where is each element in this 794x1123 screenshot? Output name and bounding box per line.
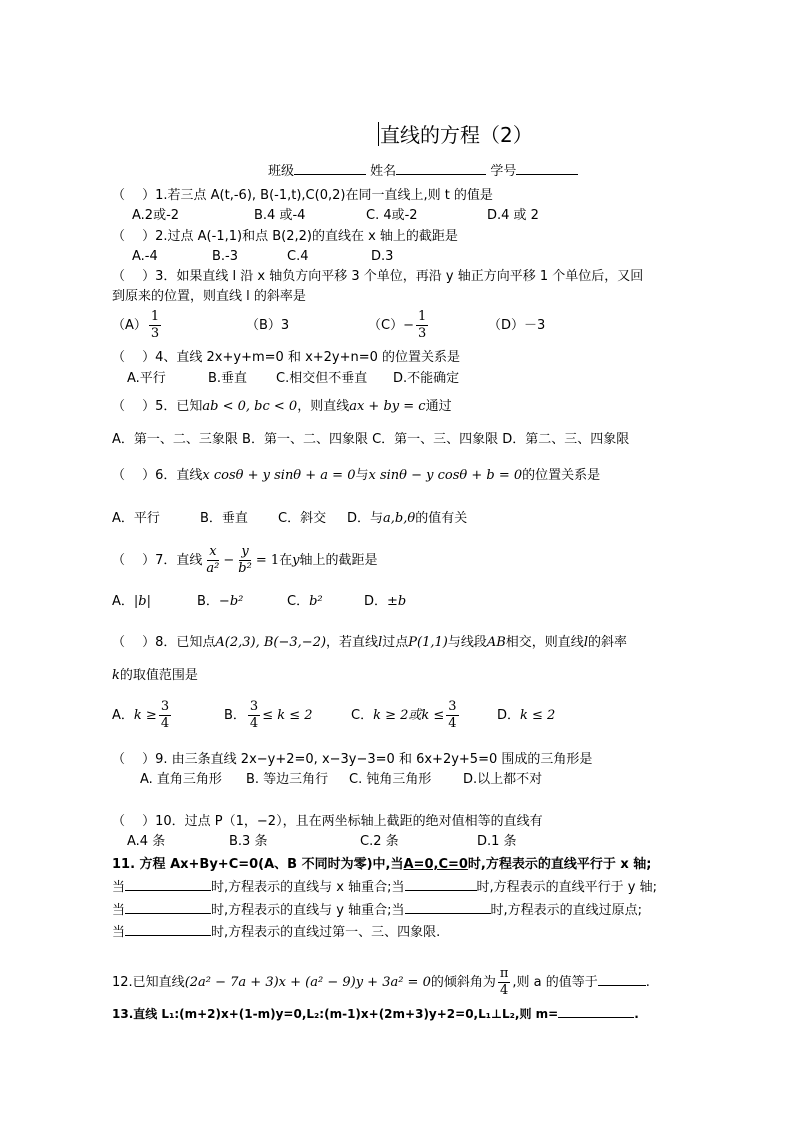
q7-fraction-y	[236, 544, 254, 577]
q6-stem-start: （ ）6．直线	[112, 468, 203, 483]
q3-option-a-label: （A）	[112, 318, 147, 333]
q1-option-c: C. 4或-2	[366, 208, 418, 223]
q11-blank-2[interactable]	[405, 890, 477, 891]
q8-points: A(2,3), B(−3,−2)	[215, 635, 327, 650]
student-info-header	[268, 163, 578, 181]
fraction-denominator: a²	[206, 561, 220, 576]
q3-stem-line1: （ ）3．如果直线 l 沿 x 轴负方向平移 3 个单位，再沿 y 轴正方向平移 1 个单位后，又回	[112, 269, 644, 284]
q8-stem-c: 过点	[382, 635, 409, 650]
q8-stem-e: 相交，则直线	[505, 635, 584, 650]
q10-option-d: D.1 条	[477, 834, 517, 849]
minus-sign: −	[223, 553, 235, 568]
q11-line1	[112, 856, 652, 874]
q2-option-b: B.-3	[212, 249, 239, 264]
q7-option-d-label: D．	[364, 594, 388, 609]
q7-option-a	[112, 593, 151, 611]
q6-option-d-vars: a,b,θ	[383, 511, 416, 526]
fraction-denominator: b²	[238, 561, 252, 576]
q10-stem: （ ）10．过点 P（1，−2），且在两坐标轴上截距的绝对值相等的直线有	[112, 814, 543, 829]
q3-option-d: （D）－3	[488, 318, 546, 333]
q12-blank[interactable]	[598, 985, 646, 986]
q7-option-b	[197, 593, 243, 611]
q9-stem: （ ）9. 由三条直线 2x−y+2=0, x−3y−3=0 和 6x+2y+5=0 围成的三角形是	[112, 752, 593, 767]
q8-option-d	[497, 707, 555, 725]
q7-option-a-label: A．	[112, 594, 134, 609]
q8-stem-line1	[112, 634, 627, 652]
q6-option-a: A．平行	[112, 511, 160, 526]
q11-parallel-y: 时,方程表示的直线平行于 y 轴;	[476, 880, 657, 895]
q11-blank-4[interactable]	[405, 913, 491, 914]
fraction-denominator: 4	[160, 716, 170, 731]
q6-line-1: x cosθ + y sinθ + a = 0	[202, 468, 356, 483]
q6-stem	[112, 467, 600, 485]
q7-option-d	[364, 593, 406, 611]
q4-option-a: A.平行	[127, 371, 166, 386]
q6-option-d	[347, 510, 467, 528]
q12-period: .	[645, 975, 650, 990]
q11-line3	[112, 902, 642, 920]
q5-stem	[112, 398, 452, 416]
q8-stem-b: ，若直线	[326, 635, 379, 650]
q11-coincide-x: 时,方程表示的直线与 x 轴重合;当	[211, 880, 405, 895]
fraction-numerator: 3	[249, 699, 259, 714]
q3-option-c-fraction	[416, 309, 428, 342]
q11-line2	[112, 879, 657, 897]
q8-slope-k: k	[112, 668, 120, 683]
q8-option-c-label: C．	[351, 708, 374, 723]
fraction-numerator: 1	[417, 309, 427, 324]
q8-option-a-label: A．	[112, 708, 134, 723]
fraction-denominator: 3	[417, 326, 427, 341]
q8-option-a-fraction	[159, 699, 171, 732]
q11-blank-3[interactable]	[125, 913, 211, 914]
q4-option-d: D.不能确定	[393, 371, 460, 386]
q6-option-c: C．斜交	[278, 511, 327, 526]
minus-sign: −	[403, 318, 414, 333]
q7-option-c-value: b²	[309, 594, 323, 609]
q12-value-text: ,则 a 的值等于	[512, 975, 598, 990]
q7-stem	[112, 543, 378, 579]
q1-option-b: B.4 或-4	[254, 208, 306, 223]
q8-point-p: P(1,1)	[408, 635, 448, 650]
q11-when: 当	[112, 925, 126, 940]
q6-line-2: x sinθ − y cosθ + b = 0	[368, 468, 523, 483]
class-blank[interactable]	[294, 174, 366, 175]
q8-stem-g: 的取值范围是	[119, 668, 198, 683]
q11-line4	[112, 924, 440, 942]
q10-option-a: A.4 条	[127, 834, 166, 849]
q11-blank-1[interactable]	[125, 890, 211, 891]
fraction-numerator: π	[499, 966, 509, 981]
q2-option-c: C.4	[287, 249, 309, 264]
q6-stem-end: 的位置关系是	[522, 468, 601, 483]
q3-option-a	[112, 308, 163, 344]
fraction-denominator: 3	[150, 326, 160, 341]
id-blank[interactable]	[516, 174, 578, 175]
equals-one: = 1	[255, 553, 280, 568]
q3-option-c-label: （C）	[368, 318, 404, 333]
q11-condition: A=0,C=0	[403, 857, 468, 872]
q8-line-l: l	[378, 635, 383, 650]
q11-blank-5[interactable]	[125, 935, 211, 936]
q11-through-origin: 时,方程表示的直线过原点;	[490, 903, 643, 918]
q2-option-d: D.3	[371, 249, 394, 264]
q6-option-d-label: D．与	[347, 511, 384, 526]
q2-stem: （ ）2.过点 A(-1,1)和点 B(2,2)的直线在 x 轴上的截距是	[112, 229, 458, 244]
q1-option-d: D.4 或 2	[487, 208, 539, 223]
q7-option-d-value: ±b	[387, 594, 407, 609]
name-label: 姓名	[370, 164, 397, 179]
q10-option-c: C.2 条	[360, 834, 399, 849]
q7-option-b-value: −b²	[218, 594, 244, 609]
q8-stem-f: 的斜率	[587, 635, 627, 650]
q5-condition: ab < 0, bc < 0	[202, 399, 298, 414]
q12-angle-text: 的倾斜角为	[430, 975, 496, 990]
q7-stem-mid: 在	[279, 553, 293, 568]
q1-option-a: A.2或-2	[132, 208, 180, 223]
q8-stem-a: （ ）8．已知点	[112, 635, 216, 650]
q10-option-b: B.3 条	[229, 834, 268, 849]
q13-period: .	[634, 1007, 639, 1021]
q9-option-d: D.以上都不对	[463, 772, 543, 787]
q7-option-c	[287, 593, 323, 611]
fraction-numerator: 3	[160, 699, 170, 714]
name-blank[interactable]	[396, 174, 486, 175]
q8-option-b	[224, 698, 313, 734]
q6-option-d-tail: 的值有关	[415, 511, 468, 526]
q12-angle-fraction	[498, 966, 511, 999]
q7-option-b-label: B．	[197, 594, 219, 609]
q5-line-equation: ax + by = c	[349, 399, 426, 414]
q1-stem: （ ）1.若三点 A(t,-6), B(-1,t),C(0,2)在同一直线上,则 t 的值是	[112, 188, 493, 203]
q8-option-d-expr: k ≤ 2	[520, 708, 556, 723]
fraction-numerator: x	[209, 544, 217, 559]
q12-intro: 12.已知直线	[112, 975, 185, 990]
q8-option-a-expr: k ≥	[133, 708, 157, 723]
q3-stem-line2: 到原来的位置，则直线 l 的斜率是	[112, 289, 306, 304]
q5-options: A．第一、二、三象限 B．第一、二、四象限 C．第一、三、四象限 D．第二、三、四象限	[112, 432, 630, 447]
id-label: 学号	[490, 164, 517, 179]
q5-stem-start: （ ）5．已知	[112, 399, 203, 414]
q3-option-b: （B）3	[246, 318, 290, 333]
fraction-denominator: 4	[448, 716, 457, 731]
q13-stem	[112, 1005, 639, 1023]
q7-axis: y	[292, 553, 300, 568]
q8-option-b-label: B．	[224, 708, 246, 723]
q9-option-a: A. 直角三角形	[140, 772, 222, 787]
q8-segment-ab: AB	[486, 635, 506, 650]
q7-fraction-x	[204, 544, 221, 577]
page-title: 直线的方程（2）	[380, 123, 533, 147]
fraction-denominator: 4	[500, 983, 509, 998]
q8-stem-line2	[112, 667, 198, 685]
fraction-numerator: 1	[150, 309, 160, 324]
q4-option-b: B.垂直	[208, 371, 248, 386]
text-cursor	[378, 122, 379, 146]
q11-parallel-x: 时,方程表示的直线平行于 x 轴;	[467, 857, 652, 872]
class-label: 班级	[268, 164, 295, 179]
q3-option-a-fraction	[149, 309, 161, 342]
q11-when: 当	[112, 880, 126, 895]
q6-stem-mid: 与	[355, 468, 369, 483]
q11-coincide-y: 时,方程表示的直线与 y 轴重合;当	[211, 903, 405, 918]
q11-quadrants: 时,方程表示的直线过第一、三、四象限.	[211, 925, 441, 940]
q13-text: 13.直线 L₁:(m+2)x+(1-m)y=0,L₂:(m-1)x+(2m+3)y+2=0,L₁⊥L₂,则 m=	[112, 1007, 559, 1021]
q8-option-b-expr: ≤ k ≤ 2	[262, 708, 313, 723]
q7-option-c-label: C．	[287, 594, 310, 609]
q6-option-b: B．垂直	[200, 511, 248, 526]
q8-line-l-2: l	[583, 635, 588, 650]
q12-stem	[112, 965, 650, 1001]
fraction-numerator: y	[241, 544, 249, 559]
q5-stem-mid: ，则直线	[297, 399, 350, 414]
fraction-numerator: 3	[448, 699, 457, 714]
q7-option-a-value: |b|	[133, 594, 151, 609]
q8-option-c-fraction	[446, 699, 458, 732]
q8-option-a	[112, 698, 173, 734]
q12-equation: (2a² − 7a + 3)x + (a² − 9)y + 3a² = 0	[184, 975, 431, 990]
q4-option-c: C.相交但不垂直	[276, 371, 368, 386]
q8-option-c	[351, 698, 461, 734]
q7-stem-end: 轴上的截距是	[299, 553, 378, 568]
q2-option-a: A.-4	[132, 249, 158, 264]
q9-option-b: B. 等边三角行	[246, 772, 329, 787]
fraction-denominator: 4	[249, 716, 259, 731]
q3-option-c	[368, 308, 430, 344]
q8-option-d-label: D．	[497, 708, 521, 723]
q5-stem-end: 通过	[425, 399, 452, 414]
q13-blank[interactable]	[558, 1017, 634, 1018]
q8-stem-d: 与线段	[447, 635, 487, 650]
q11-when: 当	[112, 903, 126, 918]
q11-intro: 11. 方程 Ax+By+C=0(A、B 不同时为零)中,当	[112, 857, 404, 872]
q8-option-c-expr: k ≥ 2或k ≤	[373, 708, 445, 723]
q8-option-b-fraction	[248, 699, 260, 732]
q4-stem: （ ）4、直线 2x+y+m=0 和 x+2y+n=0 的位置关系是	[112, 350, 461, 365]
q9-option-c: C. 钝角三角形	[349, 772, 432, 787]
q7-stem-start: （ ）7．直线	[112, 553, 203, 568]
